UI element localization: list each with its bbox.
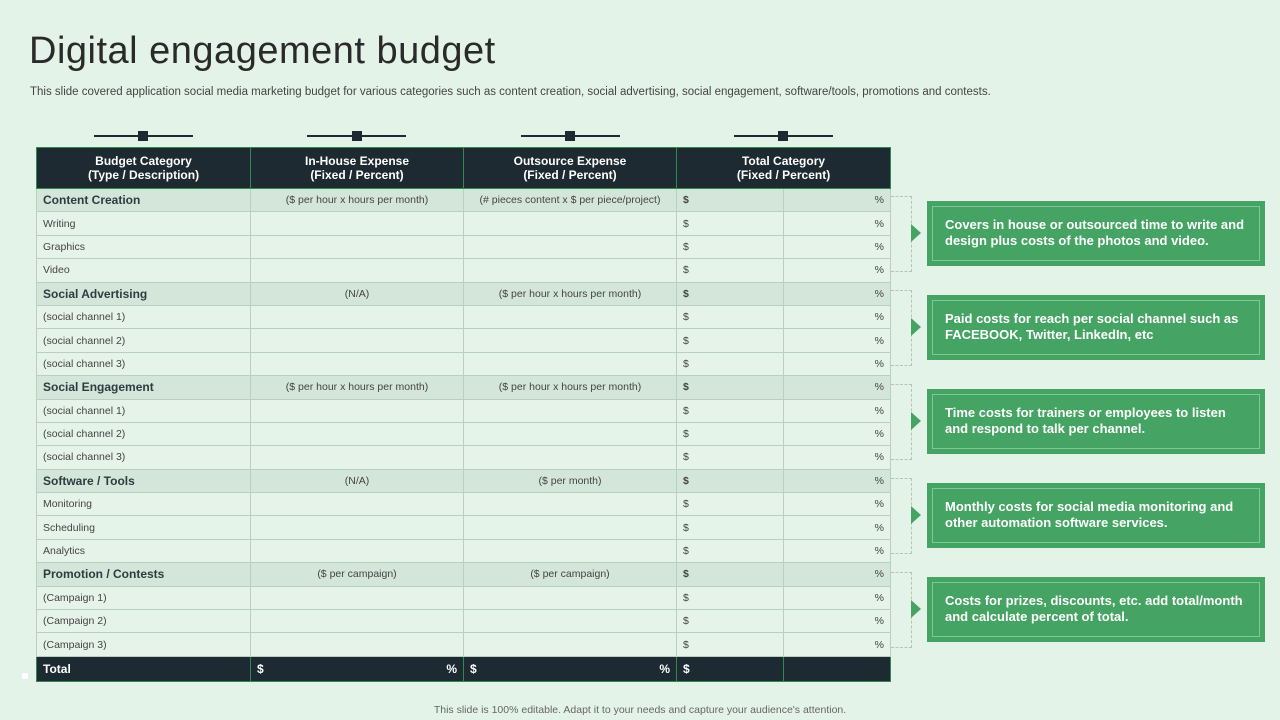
inhouse-cell[interactable] <box>251 329 464 352</box>
table-row <box>37 516 891 539</box>
note-text: Costs for prizes, discounts, etc. add total/month and calculate percent of total. <box>932 582 1260 637</box>
total-percent-cell[interactable]: % <box>784 329 891 352</box>
page-subtitle: This slide covered application social media marketing budget for various categories such as content creation, social advertising, social engagement, software/tools, promotions and contests. <box>30 86 991 98</box>
outsource-cell[interactable] <box>464 633 677 656</box>
inhouse-cell[interactable] <box>251 493 464 516</box>
note-text: Time costs for trainers or employees to listen and respond to talk per channel. <box>932 394 1260 449</box>
inhouse-formula[interactable]: ($ per hour x hours per month) <box>251 376 464 399</box>
outsource-cell[interactable] <box>464 446 677 469</box>
total-percent-cell[interactable]: % <box>784 422 891 445</box>
item-label: (social channel 1) <box>37 305 251 328</box>
budget-table <box>36 147 891 682</box>
note-box <box>927 389 1265 454</box>
item-label: Writing <box>37 212 251 235</box>
outsource-cell[interactable] <box>464 493 677 516</box>
header-outsource-expense: Outsource Expense (Fixed / Percent) <box>464 148 677 189</box>
inhouse-cell[interactable] <box>251 305 464 328</box>
outsource-cell[interactable] <box>464 399 677 422</box>
category-row <box>37 189 891 212</box>
total-percent-cell[interactable]: % <box>784 539 891 562</box>
note-text: Monthly costs for social media monitoring and other automation software services. <box>932 488 1260 543</box>
outsource-formula[interactable]: ($ per campaign) <box>464 563 677 586</box>
note-text: Paid costs for reach per social channel such as FACEBOOK, Twitter, LinkedIn, etc <box>932 300 1260 355</box>
header-inhouse-expense: In-House Expense (Fixed / Percent) <box>251 148 464 189</box>
outsource-formula[interactable]: (# pieces content x $ per piece/project) <box>464 189 677 212</box>
item-label: (Campaign 3) <box>37 633 251 656</box>
outsource-formula[interactable]: ($ per hour x hours per month) <box>464 376 677 399</box>
arrow-right-icon <box>911 318 921 336</box>
outsource-cell[interactable] <box>464 212 677 235</box>
note-box <box>927 295 1265 360</box>
page-title: Digital engagement budget <box>29 30 496 72</box>
total-fixed-cell[interactable]: $ <box>677 235 784 258</box>
total-fixed-cell[interactable]: $ <box>677 329 784 352</box>
table-row <box>37 586 891 609</box>
total-label: Total <box>37 656 251 681</box>
category-row <box>37 469 891 492</box>
total-percent-cell[interactable]: % <box>784 516 891 539</box>
inhouse-cell[interactable] <box>251 212 464 235</box>
header-total-category: Total Category (Fixed / Percent) <box>677 148 891 189</box>
outsource-formula[interactable]: ($ per hour x hours per month) <box>464 282 677 305</box>
total-fixed-cell[interactable]: $ <box>677 610 784 633</box>
total-fixed-cell[interactable]: $ <box>677 539 784 562</box>
item-label: (social channel 2) <box>37 422 251 445</box>
connector-knob <box>352 131 362 141</box>
table-row <box>37 235 891 258</box>
outsource-cell[interactable] <box>464 539 677 562</box>
table-row <box>37 305 891 328</box>
outsource-cell[interactable] <box>464 329 677 352</box>
category-row <box>37 376 891 399</box>
total-percent-cell[interactable]: % <box>784 189 891 212</box>
item-label: Graphics <box>37 235 251 258</box>
inhouse-formula[interactable]: (N/A) <box>251 469 464 492</box>
note-box <box>927 577 1265 642</box>
table-row <box>37 259 891 282</box>
total-percent-cell[interactable]: % <box>784 259 891 282</box>
total-fixed-cell[interactable]: $ <box>677 656 784 681</box>
group-bracket <box>891 478 912 554</box>
item-label: Monitoring <box>37 493 251 516</box>
total-fixed-cell[interactable]: $ <box>677 399 784 422</box>
table-row <box>37 610 891 633</box>
total-percent-cell[interactable]: % <box>784 235 891 258</box>
table-row <box>37 422 891 445</box>
table-row <box>37 493 891 516</box>
corner-marker <box>22 673 28 679</box>
total-percent-cell[interactable]: % <box>784 633 891 656</box>
item-label: (Campaign 1) <box>37 586 251 609</box>
footer-text: This slide is 100% editable. Adapt it to your needs and capture your audience's attention. <box>433 704 847 716</box>
outsource-formula[interactable]: ($ per month) <box>464 469 677 492</box>
inhouse-cell[interactable] <box>251 633 464 656</box>
item-label: (social channel 3) <box>37 446 251 469</box>
inhouse-cell[interactable] <box>251 399 464 422</box>
total-percent-cell[interactable]: % <box>784 305 891 328</box>
table-row <box>37 329 891 352</box>
total-percent-cell[interactable]: % <box>784 352 891 375</box>
category-label: Promotion / Contests <box>37 563 251 586</box>
outsource-cell[interactable] <box>464 516 677 539</box>
inhouse-cell[interactable] <box>251 446 464 469</box>
item-label: (social channel 3) <box>37 352 251 375</box>
note-text: Covers in house or outsourced time to write and design plus costs of the photos and video. <box>932 206 1260 261</box>
inhouse-cell[interactable] <box>251 235 464 258</box>
category-label: Software / Tools <box>37 469 251 492</box>
outsource-cell[interactable] <box>464 586 677 609</box>
item-label: Scheduling <box>37 516 251 539</box>
outsource-cell[interactable] <box>464 352 677 375</box>
total-percent-cell[interactable] <box>784 656 891 681</box>
connector-knob <box>778 131 788 141</box>
total-fixed-cell[interactable]: $ <box>677 376 784 399</box>
total-row <box>37 656 891 681</box>
item-label: (Campaign 2) <box>37 610 251 633</box>
category-row <box>37 282 891 305</box>
inhouse-cell[interactable] <box>251 422 464 445</box>
category-label: Social Advertising <box>37 282 251 305</box>
inhouse-cell[interactable] <box>251 586 464 609</box>
total-percent-cell[interactable]: % <box>784 586 891 609</box>
note-box <box>927 201 1265 266</box>
total-percent-cell[interactable]: % <box>784 282 891 305</box>
header-budget-category: Budget Category (Type / Description) <box>37 148 251 189</box>
table-row <box>37 633 891 656</box>
connector-knob <box>565 131 575 141</box>
table-row <box>37 539 891 562</box>
total-fixed-cell[interactable]: $ <box>677 586 784 609</box>
total-percent-cell[interactable]: % <box>784 399 891 422</box>
category-label: Content Creation <box>37 189 251 212</box>
total-fixed-cell[interactable]: $ <box>677 212 784 235</box>
inhouse-cell[interactable] <box>251 259 464 282</box>
total-inhouse-cell[interactable]: $ % <box>251 656 464 681</box>
inhouse-formula[interactable]: ($ per campaign) <box>251 563 464 586</box>
total-fixed-cell[interactable]: $ <box>677 259 784 282</box>
item-label: (social channel 1) <box>37 399 251 422</box>
total-fixed-cell[interactable]: $ <box>677 493 784 516</box>
outsource-cell[interactable] <box>464 259 677 282</box>
total-fixed-cell[interactable]: $ <box>677 633 784 656</box>
outsource-cell[interactable] <box>464 422 677 445</box>
table-row <box>37 446 891 469</box>
table-body <box>37 189 891 657</box>
arrow-right-icon <box>911 506 921 524</box>
total-fixed-cell[interactable]: $ <box>677 446 784 469</box>
arrow-right-icon <box>911 224 921 242</box>
table-row <box>37 212 891 235</box>
total-fixed-cell[interactable]: $ <box>677 469 784 492</box>
group-bracket <box>891 290 912 366</box>
total-fixed-cell[interactable]: $ <box>677 422 784 445</box>
item-label: (social channel 2) <box>37 329 251 352</box>
connector-knob <box>138 131 148 141</box>
inhouse-formula[interactable]: ($ per hour x hours per month) <box>251 189 464 212</box>
item-label: Video <box>37 259 251 282</box>
total-percent-cell[interactable]: % <box>784 446 891 469</box>
total-outsource-cell[interactable]: $ % <box>464 656 677 681</box>
inhouse-cell[interactable] <box>251 539 464 562</box>
total-fixed-cell[interactable]: $ <box>677 352 784 375</box>
item-label: Analytics <box>37 539 251 562</box>
table-row <box>37 399 891 422</box>
group-bracket <box>891 384 912 460</box>
inhouse-cell[interactable] <box>251 352 464 375</box>
table-header-row <box>37 148 891 189</box>
total-fixed-cell[interactable]: $ <box>677 305 784 328</box>
inhouse-formula[interactable]: (N/A) <box>251 282 464 305</box>
total-percent-cell[interactable]: % <box>784 610 891 633</box>
group-bracket <box>891 196 912 272</box>
category-row <box>37 563 891 586</box>
table-row <box>37 352 891 375</box>
total-fixed-cell[interactable]: $ <box>677 282 784 305</box>
outsource-cell[interactable] <box>464 305 677 328</box>
inhouse-cell[interactable] <box>251 516 464 539</box>
category-label: Social Engagement <box>37 376 251 399</box>
total-fixed-cell[interactable]: $ <box>677 189 784 212</box>
total-percent-cell[interactable]: % <box>784 469 891 492</box>
outsource-cell[interactable] <box>464 235 677 258</box>
total-percent-cell[interactable]: % <box>784 493 891 516</box>
arrow-right-icon <box>911 600 921 618</box>
total-fixed-cell[interactable]: $ <box>677 563 784 586</box>
group-bracket <box>891 572 912 648</box>
total-percent-cell[interactable]: % <box>784 376 891 399</box>
outsource-cell[interactable] <box>464 610 677 633</box>
total-fixed-cell[interactable]: $ <box>677 516 784 539</box>
total-percent-cell[interactable]: % <box>784 212 891 235</box>
inhouse-cell[interactable] <box>251 610 464 633</box>
total-percent-cell[interactable]: % <box>784 563 891 586</box>
arrow-right-icon <box>911 412 921 430</box>
note-box <box>927 483 1265 548</box>
